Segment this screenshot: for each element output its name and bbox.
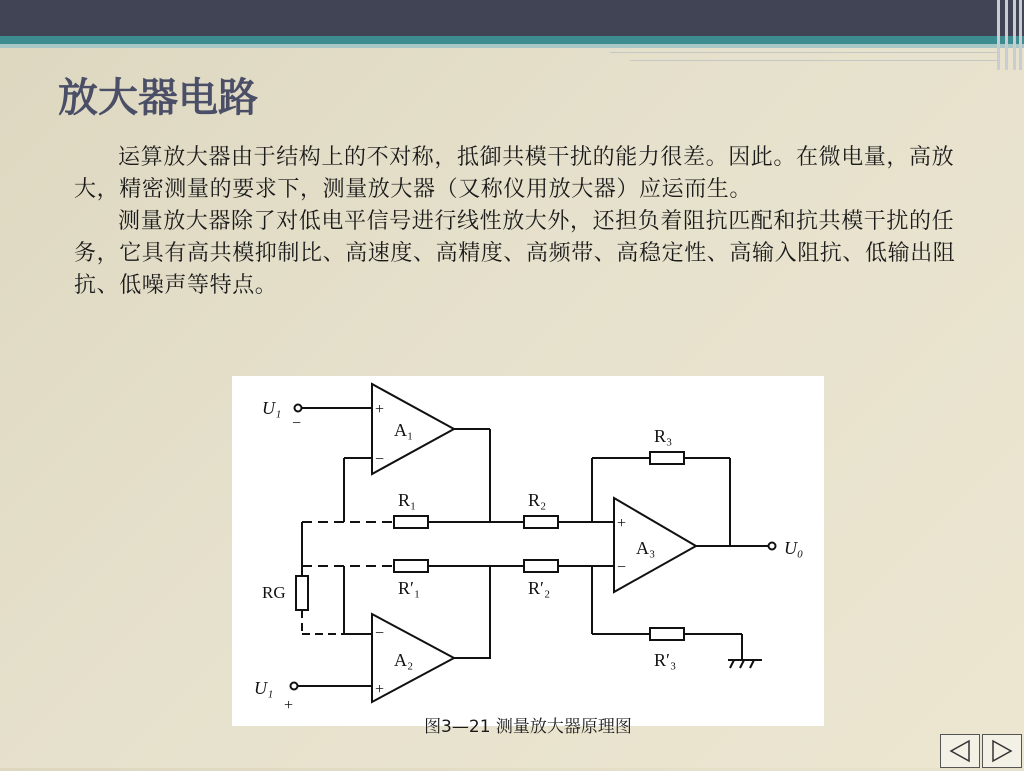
label-u1-bottom: U₁ (254, 678, 274, 698)
output-terminal (769, 543, 776, 550)
slide-body (74, 142, 984, 302)
decor-stripes (994, 0, 1024, 70)
label-a3: A₃ (636, 538, 656, 558)
label-a1: A₁ (394, 420, 414, 440)
resistor-r3 (650, 452, 684, 464)
label-plus: + (617, 515, 627, 532)
triangle-left-icon (941, 735, 979, 767)
next-slide-button[interactable] (982, 734, 1022, 768)
label-plus: + (284, 697, 294, 712)
paragraph-1: 运算放大器由于结构上的不对称，抵御共模干扰的能力很差。因此。在微电量，高放大，精密测量的要求下，测量放大器（又称仪用放大器）应运而生。 (74, 145, 955, 202)
input-terminal (295, 405, 302, 412)
top-banner-dark (0, 0, 1024, 36)
label-r3-prime: R′₃ (654, 650, 677, 670)
label-minus: − (292, 415, 302, 432)
label-a2: A₂ (394, 650, 414, 670)
triangle-right-icon (983, 735, 1021, 767)
resistor-r3-prime (650, 628, 684, 640)
top-banner-light (0, 44, 1024, 48)
label-r3: R₃ (654, 426, 673, 446)
label-u1-top: U₁ (262, 398, 282, 418)
resistor-rg (296, 576, 308, 610)
resistor-r2 (524, 516, 558, 528)
resistor-r2-prime (524, 560, 558, 572)
circuit-figure (232, 376, 824, 737)
paragraph-2: 测量放大器除了对低电平信号进行线性放大外，还担负着阻抗匹配和抗共模干扰的任务，它具有高共模抑制比、高速度、高精度、高频带、高稳定性、高输入阻抗、低输出阻抗、低噪声等特点。 (74, 209, 956, 298)
label-uo: U₀ (784, 538, 804, 558)
input-terminal (291, 683, 298, 690)
label-plus: + (375, 401, 385, 418)
label-r2-prime: R′₂ (528, 578, 551, 598)
label-r2: R₂ (528, 490, 547, 510)
slide-title: 放大器电路 (58, 75, 258, 121)
label-plus: + (375, 681, 385, 698)
resistor-r1-prime (394, 560, 428, 572)
top-banner-teal (0, 36, 1024, 44)
label-minus: − (375, 451, 385, 468)
decor-line (630, 60, 1000, 61)
resistor-r1 (394, 516, 428, 528)
label-rg: RG (262, 583, 286, 602)
figure-caption: 图3—21 测量放大器原理图 (424, 717, 632, 737)
label-r1: R₁ (398, 490, 417, 510)
decor-line (610, 52, 1000, 53)
prev-slide-button[interactable] (940, 734, 980, 768)
label-minus: − (375, 625, 385, 642)
label-minus: − (617, 559, 627, 576)
label-r1-prime: R′₁ (398, 578, 421, 598)
instrumentation-amplifier-diagram (232, 376, 824, 712)
